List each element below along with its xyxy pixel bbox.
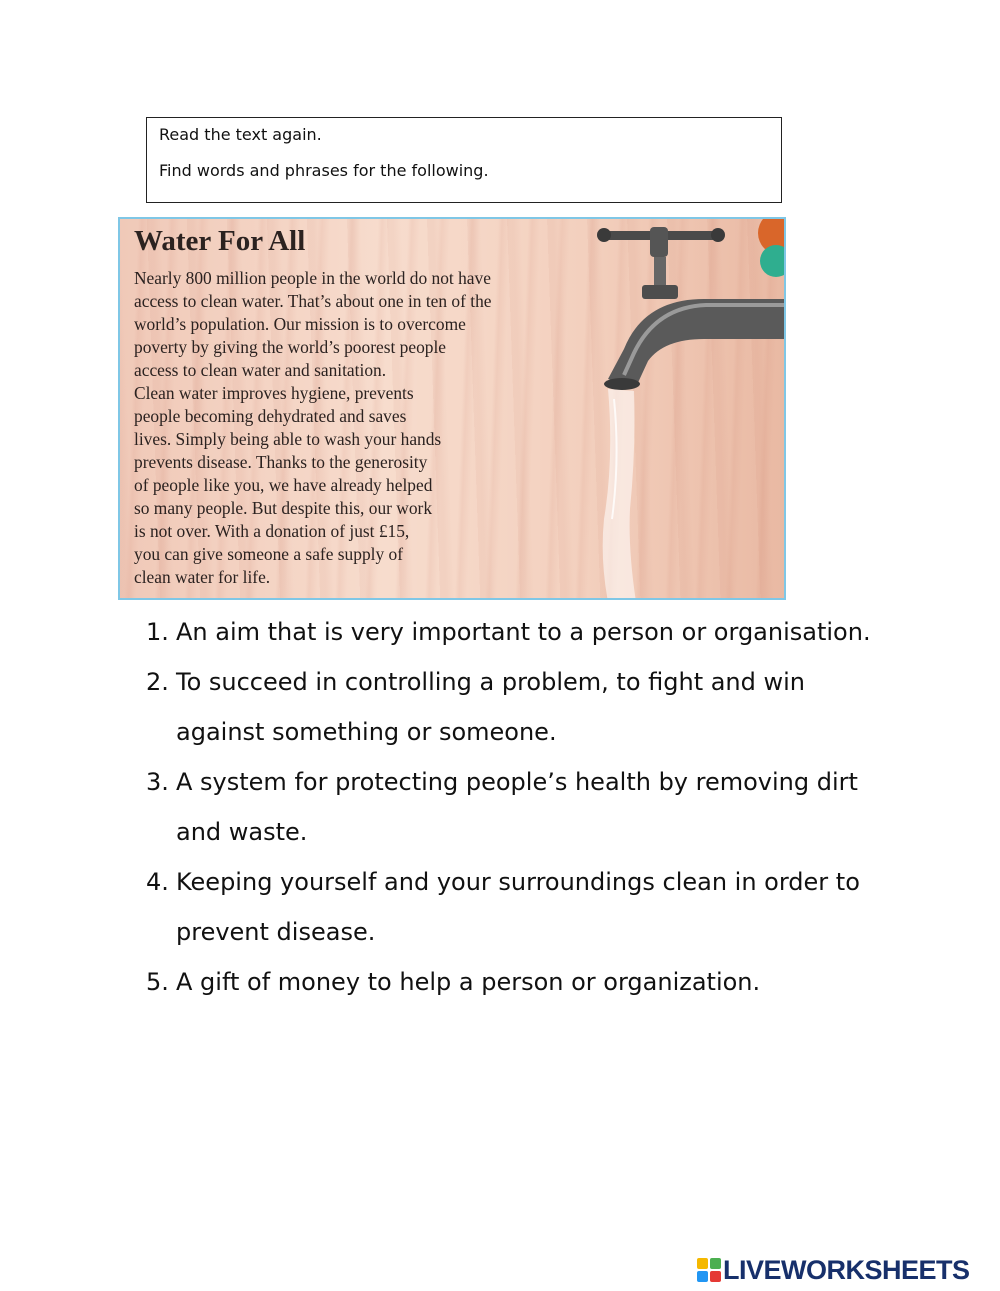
- water-tap-icon: [584, 219, 784, 600]
- instruction-line-2: Find words and phrases for the following.: [159, 160, 489, 180]
- question-text: A gift of money to help a person or organization.: [176, 968, 761, 996]
- instructions-box: [146, 117, 782, 203]
- question-number: 1.: [146, 618, 169, 646]
- liveworksheets-logo-icon: [697, 1258, 721, 1282]
- question-number: 5.: [146, 968, 169, 996]
- liveworksheets-brand[interactable]: [697, 1255, 970, 1285]
- question-item: [146, 607, 886, 657]
- question-item: [146, 657, 886, 757]
- brand-name: LIVEWORKSHEETS: [723, 1254, 970, 1285]
- question-number: 2.: [146, 668, 169, 696]
- question-item: [146, 857, 886, 957]
- question-list: [146, 607, 886, 1007]
- question-number: 3.: [146, 768, 169, 796]
- question-item: [146, 757, 886, 857]
- question-text: An aim that is very important to a person or organisation.: [176, 618, 871, 646]
- reading-text-card: [118, 217, 786, 600]
- instruction-line-1: Read the text again.: [159, 125, 322, 144]
- question-item: [146, 957, 886, 1007]
- question-text: To succeed in controlling a problem, to fight and win against something or someone.: [176, 668, 806, 746]
- question-text: Keeping yourself and your surroundings clean in order to prevent disease.: [176, 868, 860, 946]
- card-body-text: Nearly 800 million people in the world do not have access to clean water. That’s about one in ten of the world’s population. Our mission is to overcome poverty by giving the world’s poorest people access to clean water and sanitation. Clean water improves hygiene, prevents people becoming dehydrated and saves lives. Simply being able to wash your hands prevents disease. Thanks to the generosity of people like you, we have already helped so many people. But despite this, our work is not over. With a donation of just £15, you can give someone a safe supply of clean water for life.: [134, 268, 492, 587]
- question-text: A system for protecting people’s health by removing dirt and waste.: [176, 768, 858, 846]
- card-title: Water For All: [134, 225, 306, 257]
- question-number: 4.: [146, 868, 169, 896]
